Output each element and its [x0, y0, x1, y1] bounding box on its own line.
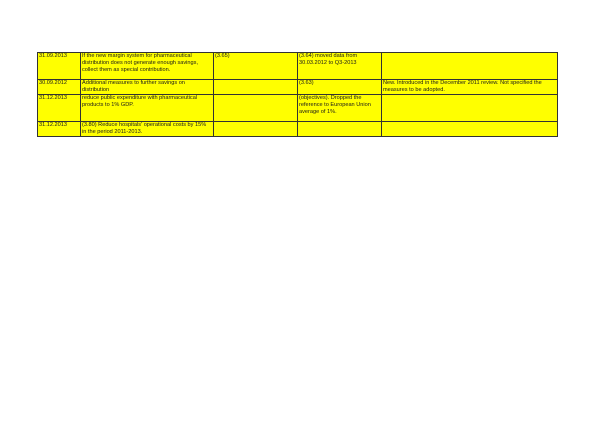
table-row — [38, 122, 558, 137]
date-cell: 31.12.2013 — [38, 122, 81, 137]
comment-cell — [382, 122, 558, 137]
change-cell: (3.63) — [298, 80, 382, 95]
measure-cell: Additional measures to further savings on distribution — [81, 80, 214, 95]
change-cell — [298, 122, 382, 137]
date-cell: 31.12.2013 — [38, 95, 81, 122]
reference-cell — [214, 122, 298, 137]
measure-cell: If the new margin system for pharmaceutical distribution does not generate enough savings, collect them as special contribution. — [81, 53, 214, 80]
table-row — [38, 95, 558, 122]
comment-cell — [382, 53, 558, 80]
measure-cell: (3.80) Reduce hospitals' operational costs by 15% in the period 2011-2013. — [81, 122, 214, 137]
reference-cell — [214, 95, 298, 122]
table-row — [38, 53, 558, 80]
date-cell: 30.09.2012 — [38, 80, 81, 95]
reference-cell: (3.65) — [214, 53, 298, 80]
comment-cell — [382, 95, 558, 122]
reference-cell — [214, 80, 298, 95]
date-cell: 31.09.2013 — [38, 53, 81, 80]
change-cell: (3.64) moved data from 30.03.2012 to Q3-2013 — [298, 53, 382, 80]
comment-cell: New. Introduced in the December 2011 review. Not specified the measures to be adopted. — [382, 80, 558, 95]
measures-table — [37, 52, 558, 137]
measure-cell: reduce public expenditure with pharmaceutical products to 1% GDP. — [81, 95, 214, 122]
change-cell: (objectives). Dropped the reference to European Union average of 1%. — [298, 95, 382, 122]
table-row — [38, 80, 558, 95]
